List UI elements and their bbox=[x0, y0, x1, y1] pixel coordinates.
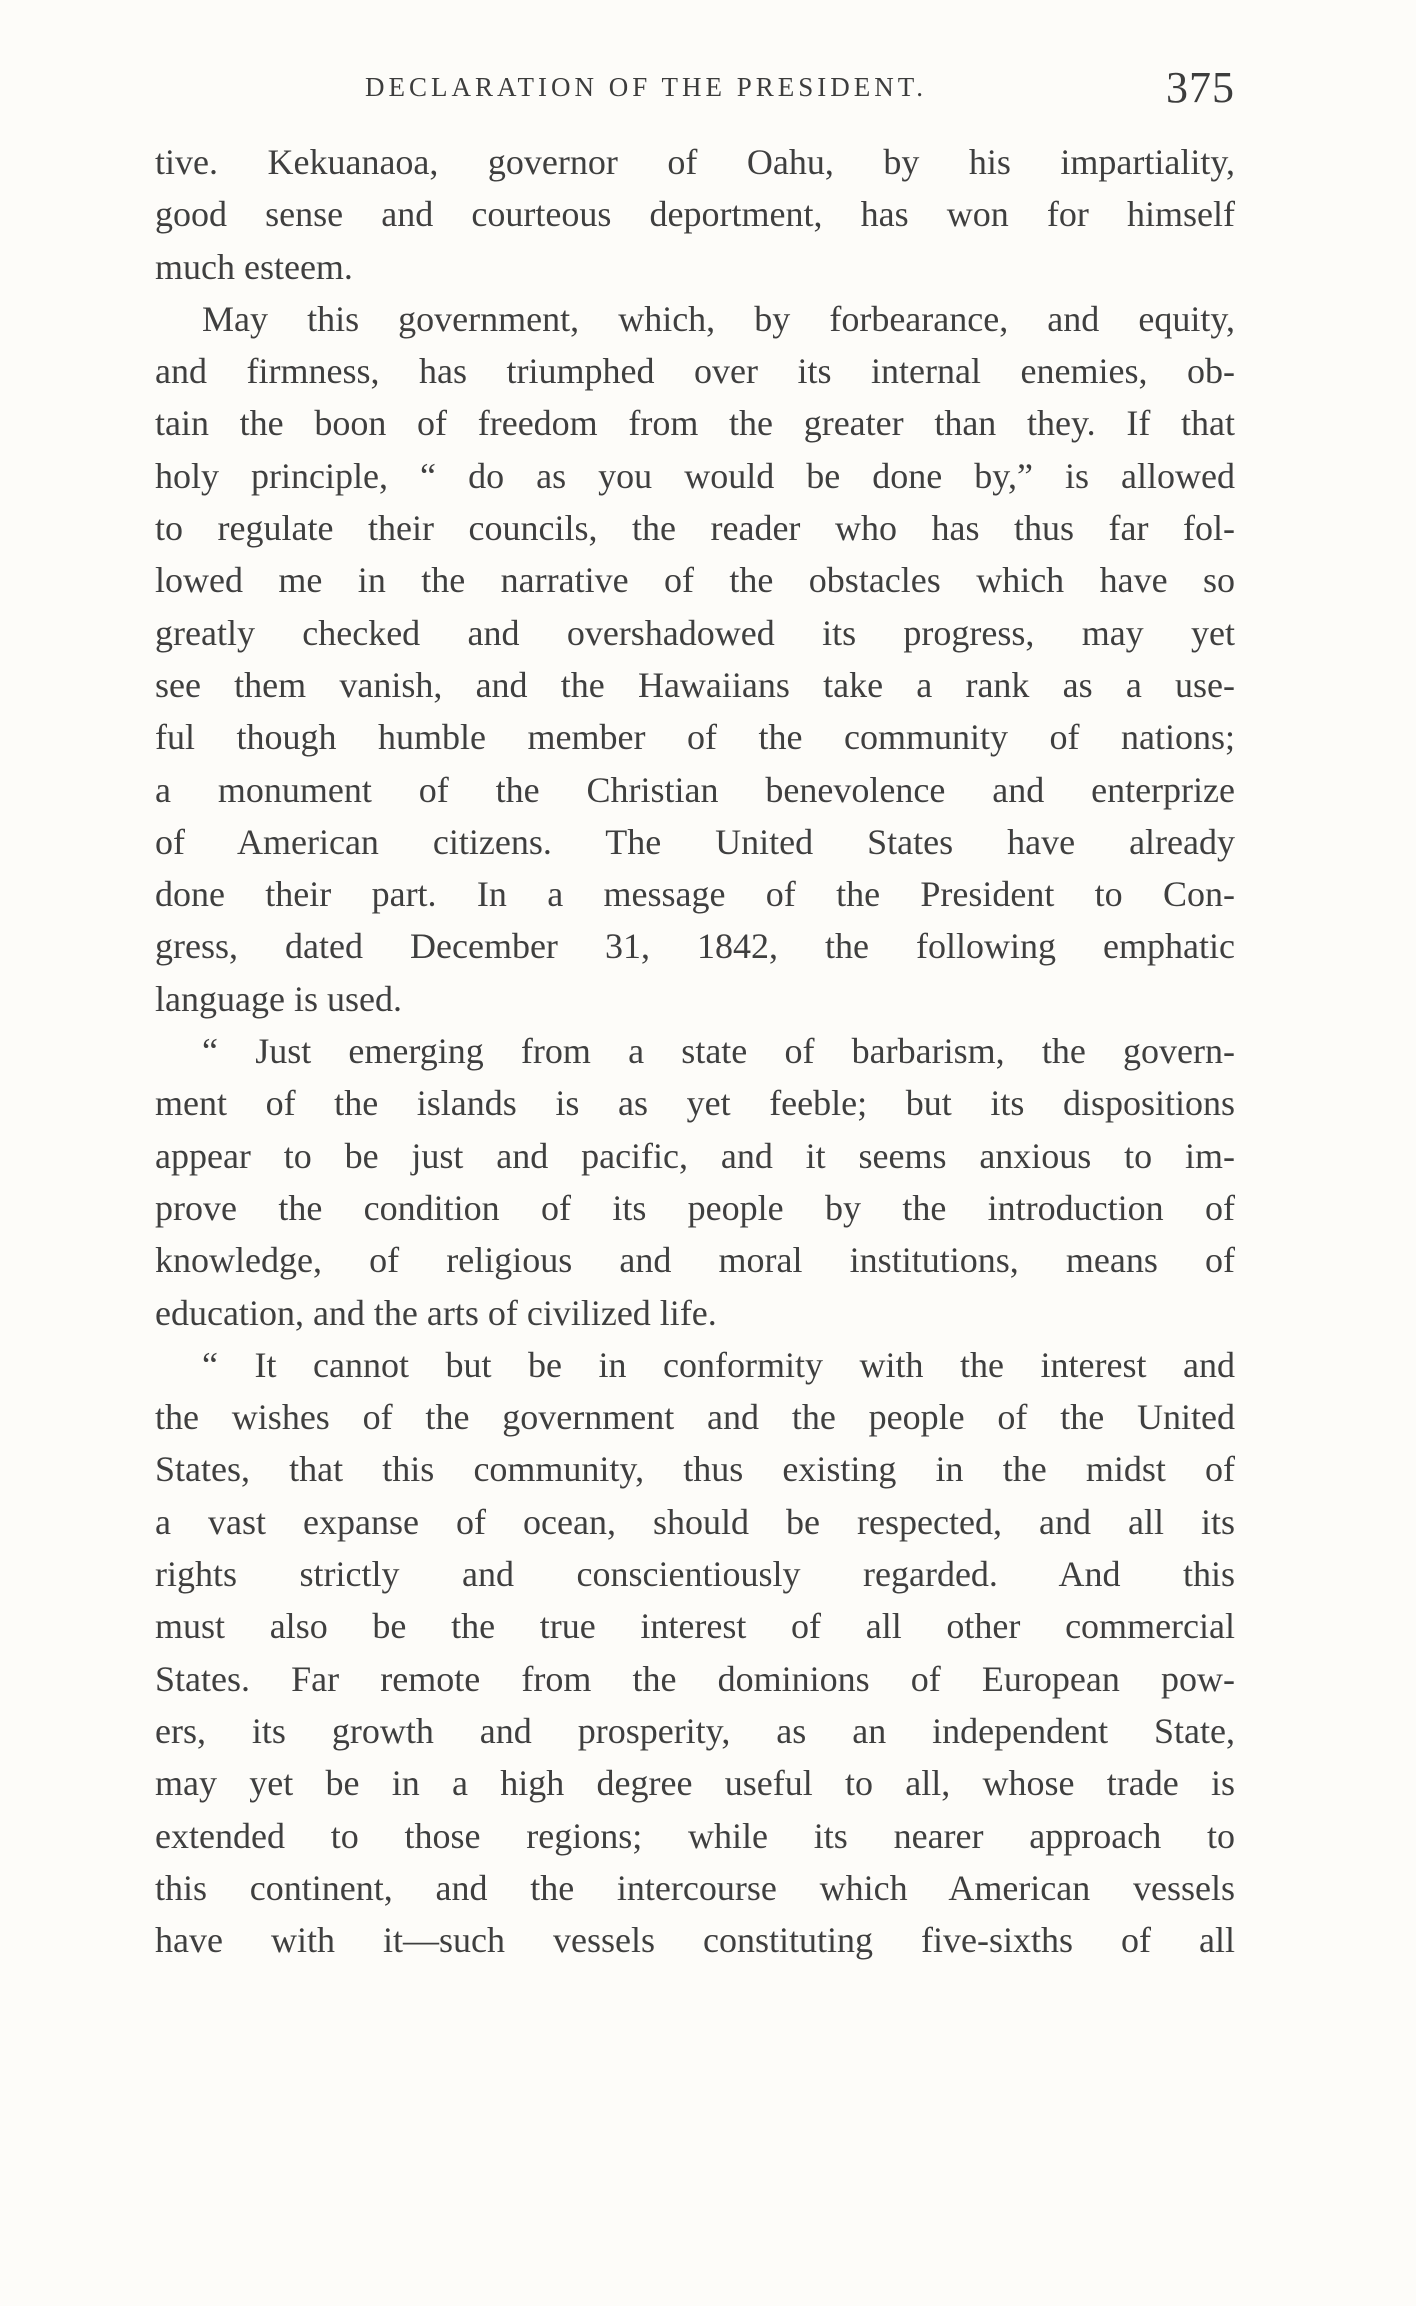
text-line: much esteem. bbox=[155, 246, 353, 287]
text-line: tain the boon of freedom from the greater than they. If that bbox=[155, 403, 1235, 444]
text-line: of American citizens. The United States have already bbox=[155, 821, 1235, 862]
text-line: a monument of the Christian benevolence and enterprize bbox=[155, 769, 1235, 810]
text-line: holy principle, “ do as you would be done by,” is allowed bbox=[155, 455, 1235, 496]
text-line: rights strictly and conscientiously regarded. And this bbox=[155, 1554, 1235, 1595]
text-line: to regulate their councils, the reader who has thus far fol- bbox=[155, 508, 1235, 549]
text-line: the wishes of the government and the people of the United bbox=[155, 1397, 1235, 1438]
text-line: knowledge, of religious and moral institutions, means of bbox=[155, 1240, 1235, 1281]
text-line: education, and the arts of civilized life. bbox=[155, 1292, 717, 1333]
body-text bbox=[155, 136, 1235, 1966]
text-line: see them vanish, and the Hawaiians take a rank as a use- bbox=[155, 664, 1235, 705]
running-head bbox=[155, 62, 1235, 112]
text-line: language is used. bbox=[155, 978, 402, 1019]
text-line: “ It cannot but be in conformity with the interest and bbox=[202, 1344, 1235, 1385]
text-line: “ Just emerging from a state of barbarism, the govern- bbox=[202, 1031, 1235, 1072]
text-line: ment of the islands is as yet feeble; but its dispositions bbox=[155, 1083, 1235, 1124]
text-line: must also be the true interest of all other commercial bbox=[155, 1606, 1235, 1647]
text-line: ers, its growth and prosperity, as an independent State, bbox=[155, 1710, 1235, 1751]
text-line: prove the condition of its people by the introduction of bbox=[155, 1187, 1235, 1228]
text-line: a vast expanse of ocean, should be respected, and all its bbox=[155, 1501, 1235, 1542]
text-line: this continent, and the intercourse which American vessels bbox=[155, 1867, 1235, 1908]
text-line: may yet be in a high degree useful to all, whose trade is bbox=[155, 1763, 1235, 1804]
page-number: 375 bbox=[1166, 63, 1235, 112]
text-line: extended to those regions; while its nearer approach to bbox=[155, 1815, 1235, 1856]
text-line: greatly checked and overshadowed its progress, may yet bbox=[155, 612, 1235, 653]
text-line: have with it—such vessels constituting five-sixths of all bbox=[155, 1920, 1235, 1961]
running-title: DECLARATION OF THE PRESIDENT. bbox=[365, 72, 928, 102]
text-line: States. Far remote from the dominions of European pow- bbox=[155, 1658, 1235, 1699]
text-line: tive. Kekuanaoa, governor of Oahu, by his impartiality, bbox=[155, 142, 1235, 182]
text-line: May this government, which, by forbearance, and equity, bbox=[202, 298, 1235, 339]
text-line: lowed me in the narrative of the obstacles which have so bbox=[155, 560, 1235, 601]
text-line: States, that this community, thus existing in the midst of bbox=[155, 1449, 1235, 1490]
text-line: appear to be just and pacific, and it seems anxious to im- bbox=[155, 1135, 1235, 1176]
text-line: gress, dated December 31, 1842, the following emphatic bbox=[155, 926, 1235, 967]
text-line: and firmness, has triumphed over its internal enemies, ob- bbox=[155, 351, 1235, 392]
text-line: good sense and courteous deportment, has won for himself bbox=[155, 194, 1235, 235]
text-line: ful though humble member of the community of nations; bbox=[155, 717, 1235, 758]
text-line: done their part. In a message of the President to Con- bbox=[155, 874, 1235, 915]
